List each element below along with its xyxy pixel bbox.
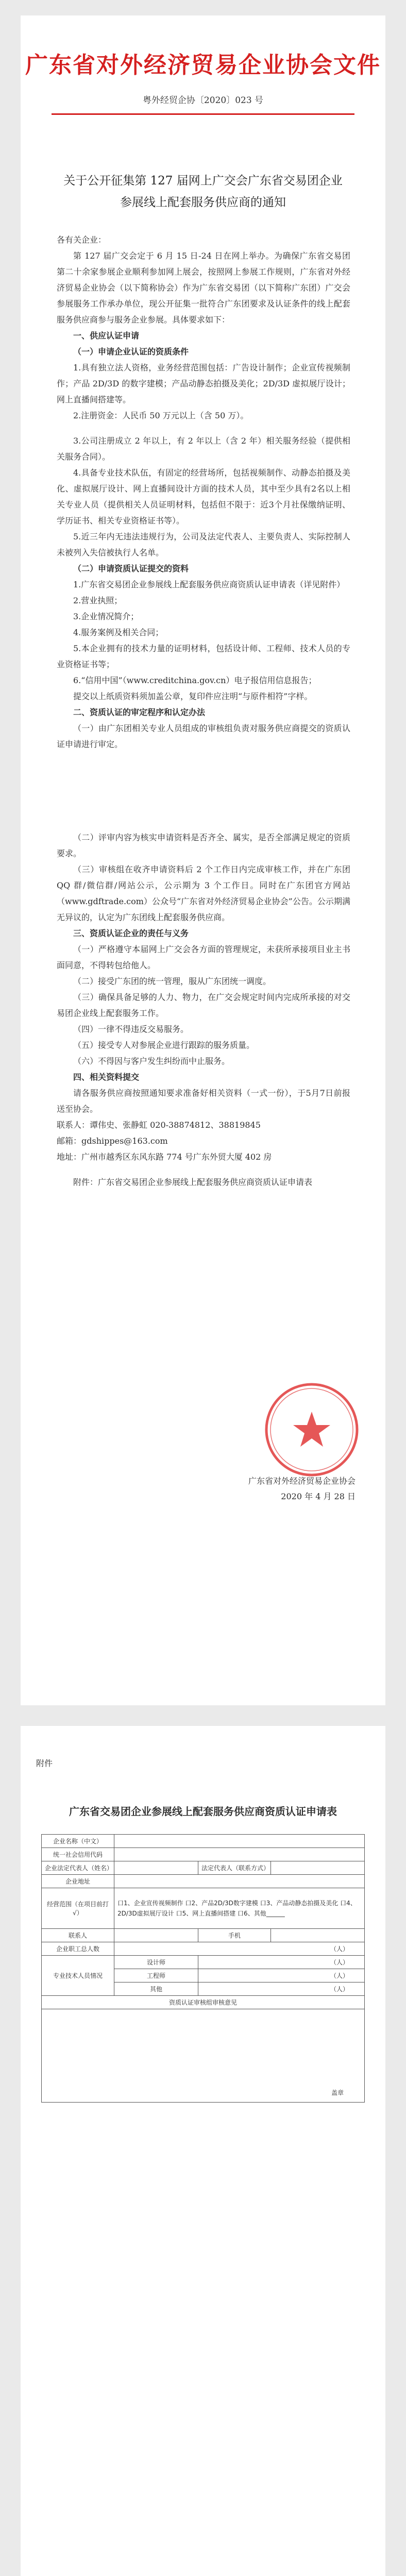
body-paragraph: 4.具备专业技术队伍，有固定的经营场所，包括视频制作、动静态拍摄及美化、虚拟展厅设计、网上直播间设计方面的技术人员，其中至少具有2名以上相关专业人员（提供相关人员证明材料，包括但不限于：近3个月社保缴纳证明、学历证书、相关专业资格证书等）。 (57, 468, 350, 526)
form-title: 广东省交易团企业参展线上配套服务供应商资质认证申请表 (69, 1805, 337, 1818)
section-heading: 四、相关资料提交 (73, 1072, 140, 1082)
application-form (41, 1834, 365, 2103)
body-paragraph: 4.服务案例及相关合同； (73, 628, 164, 637)
label-legal-rep: 企业法定代表人（姓名） (42, 1861, 114, 1875)
body-paragraph: 请各服务供应商按照通知要求准备好相关资料（一式一份），于5月7日前报送至协会。 (57, 1088, 350, 1114)
section-heading: 二、资质认证的审定程序和认定办法 (73, 707, 206, 717)
body-paragraph: 提交以上纸质资料须加盖公章，复印件应注明“与原件相符”字样。 (73, 691, 313, 701)
body-paragraph: （四）一律不得违反交易服务。 (73, 1024, 189, 1034)
body-paragraph: 联系人：谭伟史、张静虹 020-38874812、38819845 (57, 1120, 261, 1130)
label-other: 其他 (114, 1982, 198, 1996)
body-paragraph: 2.注册资金：人民币 50 万元以上（含 50 万）。 (73, 411, 249, 420)
body-paragraph: 5.近三年内无违法违规行为，公司及法定代表人、主要负责人、实际控制人未被列入失信被执行人名单。 (57, 532, 350, 557)
notice-title: 关于公开征集第 127 届网上广交会广东省交易团企业参展线上配套服务供应商的通知 (63, 174, 343, 209)
document-page-2 (21, 1726, 385, 2576)
field-credit-code[interactable] (114, 1848, 365, 1861)
body-paragraph: 3.公司注册成立 2 年以上，有 2 年以上（含 2 年）相关服务经验（提供相关服务合同）。 (57, 436, 350, 462)
signature-org: 广东省对外经济贸易企业协会 (248, 1476, 356, 1486)
body-paragraph: 附件：广东省交易团企业参展线上配套服务供应商资质认证申请表 (73, 1177, 313, 1187)
label-contact: 联系人 (42, 1929, 114, 1942)
label-credit-code: 统一社会信用代码 (42, 1848, 114, 1861)
label-designer: 设计师 (114, 1956, 198, 1969)
body-paragraph (57, 752, 350, 829)
label-phone: 手机 (198, 1929, 271, 1942)
body-paragraph: 地址：广州市越秀区东风东路 774 号广东外贸大厦 402 房 (57, 1152, 272, 1162)
section-heading: 一、供应认证申请 (73, 331, 140, 341)
field-company-name[interactable] (114, 1835, 365, 1848)
field-address[interactable] (114, 1875, 365, 1888)
red-divider (52, 113, 354, 115)
notice-body (57, 232, 350, 1190)
label-main-business: 经营范围（在项目前打√） (42, 1888, 114, 1929)
label-company-name: 企业名称（中文） (42, 1835, 114, 1848)
field-engineer[interactable]: （人） (198, 1969, 365, 1982)
field-legal-contact[interactable] (271, 1861, 365, 1875)
masthead-title: 广东省对外经济贸易企业协会文件 (25, 52, 381, 78)
salutation: 各有关企业： (57, 235, 107, 245)
body-paragraph: （二）评审内容为核实申请资料是否齐全、属实，是否全部满足规定的资质要求。 (57, 833, 350, 858)
field-other[interactable]: （人） (198, 1982, 365, 1996)
label-address: 企业地址 (42, 1875, 114, 1888)
document-page-1 (21, 15, 385, 1705)
label-legal-contact: 法定代表人（联系方式） (198, 1861, 271, 1875)
document-number: 粤外经贸企协〔2020〕023 号 (142, 95, 264, 106)
body-paragraph: 邮箱：gdshippes@163.com (57, 1136, 168, 1146)
label-tech-staff: 专业技术人员情况 (42, 1956, 114, 1996)
signature-date: 2020 年 4 月 28 日 (281, 1492, 356, 1501)
attachment-label: 附件 (36, 1758, 53, 1768)
body-paragraph: （一）严格遵守本届网上广交会各方面的管理规定，未获所承接项目业主书面同意，不得转包给他人。 (57, 944, 350, 970)
label-staff-total: 企业职工总人数 (42, 1942, 114, 1956)
body-paragraph: 5.本企业拥有的技术力量的证明材料，包括设计师、工程师、技术人员的专业资格证书等； (57, 643, 350, 669)
body-paragraph: 2.营业执照； (73, 596, 123, 605)
field-contact[interactable] (114, 1929, 198, 1942)
label-engineer: 工程师 (114, 1969, 198, 1982)
body-paragraph: 1.具有独立法人资格，业务经营范围包括：广告设计制作；企业宣传视频制作；产品 2D/3D 的数字建模；产品动静态拍摄及美化；2D/3D 虚拟展厅设计；网上直播间搭建等。 (57, 363, 350, 404)
signature-block (191, 1473, 356, 1504)
section-heading: （二）申请资质认证提交的资料 (73, 564, 189, 573)
body-paragraph (57, 423, 350, 433)
body-paragraph: （三）确保具备足够的人力、物力，在广交会规定时间内完成所承接的对交易团企业线上配套服务工作。 (57, 992, 350, 1018)
body-paragraph: （三）审核组在收齐申请资料后 2 个工作日内完成审核工作，并在广东团 QQ 群/微信群/网站公示，公示期为 3 个工作日。同时在广东团官方网站（www.gdftrade.com）公众号“广东省对外经济贸易企业协会”公告。公示期满无异议的，认定为广东团线上配套服务供应商。 (57, 865, 350, 922)
body-paragraph: 1.广东省交易团企业参展线上配套服务供应商资质认证申请表（详见附件） (73, 580, 345, 589)
official-seal-icon (263, 1381, 361, 1479)
field-legal-rep[interactable] (114, 1861, 198, 1875)
paragraph-list (57, 248, 350, 1190)
body-paragraph: （五）接受专人对参展企业进行跟踪的服务质量。 (73, 1040, 255, 1050)
field-phone[interactable] (271, 1929, 365, 1942)
review-header: 资质认证审核组审核意见 (42, 1996, 365, 2009)
field-staff-total[interactable]: （人） (114, 1942, 365, 1956)
section-heading: （一）申请企业认证的资质条件 (73, 347, 189, 357)
field-business-options[interactable]: 口1、企业宣传视频制作 口2、产品2D/3D数字建模 口3、产品动静态拍摄及美化 口4、2D/3D虚拟展厅设计 口5、网上直播间搭建 口6、其他______ (114, 1888, 365, 1929)
body-paragraph (57, 1165, 350, 1174)
body-paragraph: 3.企业情况简介； (73, 612, 139, 621)
body-paragraph: 第 127 届广交会定于 6 月 15 日-24 日在网上举办。为确保广东省交易团第二十余家参展企业顺利参加网上展会，按照网上参展工作规则，广东省对外经济贸易企业协会（以下简称协会）作为广东省交易团（以下简称广东团）广交会参展服务工作承办单位，现公开征集一批符合广东团要求及认证条件的线上配套服务供应商参与服务企业参展。具体要求如下： (57, 251, 350, 325)
body-paragraph: 6.“信用中国”（www.creditchina.gov.cn）电子报信用信息报告； (73, 675, 317, 685)
review-opinion-box[interactable]: 盖章 (42, 2009, 365, 2103)
section-heading: 三、资质认证企业的责任与义务 (73, 928, 189, 938)
body-paragraph: （二）接受广东团的统一管理，服从广东团统一调度。 (73, 976, 272, 986)
field-designer[interactable]: （人） (198, 1956, 365, 1969)
body-paragraph: （六）不得因与客户发生纠纷而中止服务。 (73, 1056, 230, 1066)
body-paragraph: （一）由广东团相关专业人员组成的审核组负责对服务供应商提交的资质认证申请进行审定。 (57, 723, 350, 749)
